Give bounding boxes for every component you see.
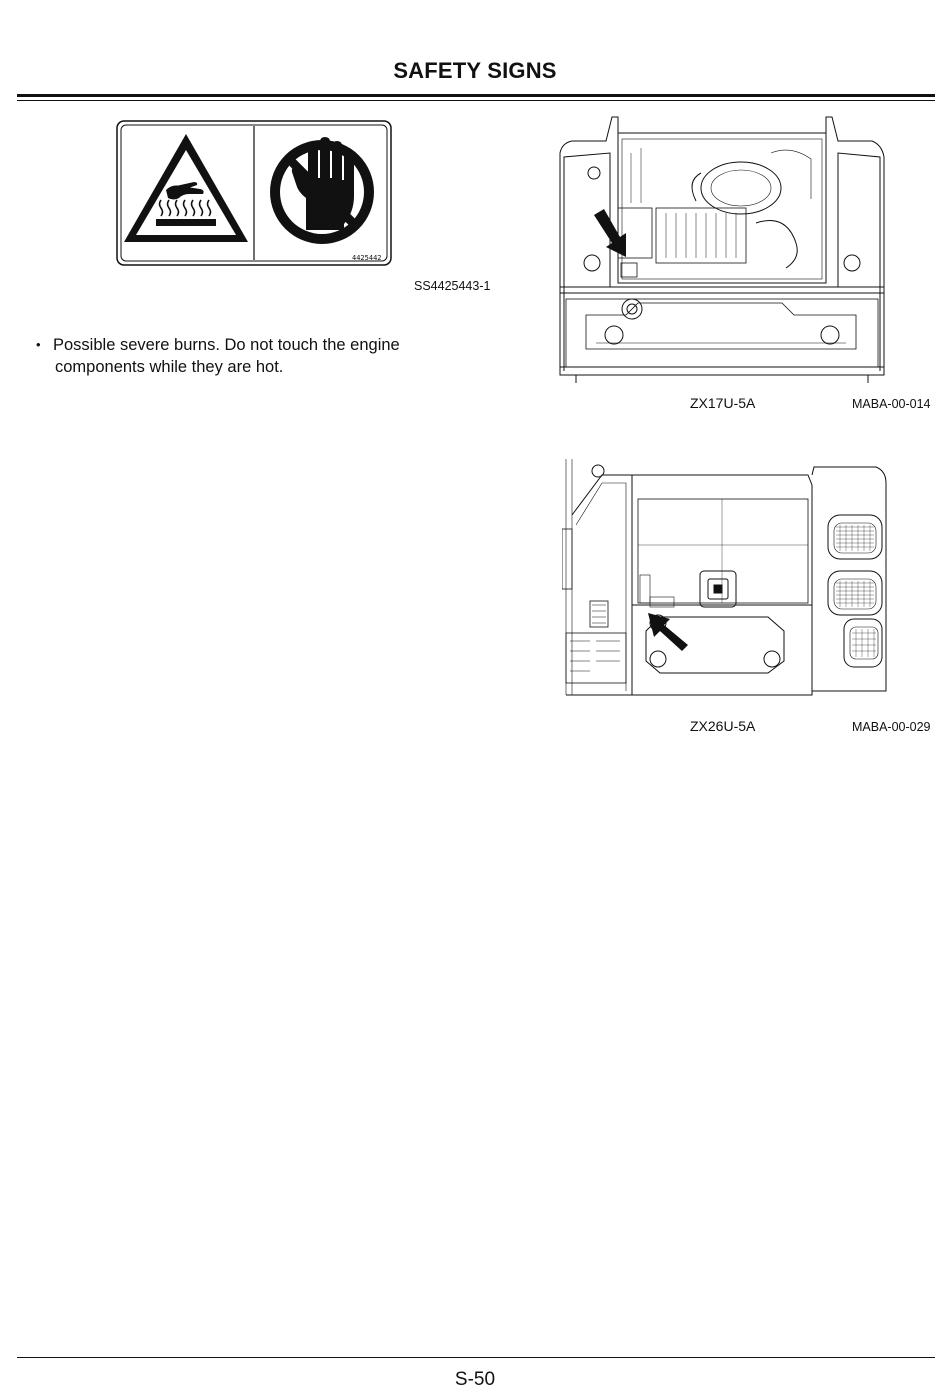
figure-1-code: MABA-00-014 <box>852 397 931 411</box>
header-rule-thin <box>17 100 935 101</box>
sign-code: SS4425443-1 <box>414 279 491 293</box>
bullet-mark: • <box>36 337 41 352</box>
figure-zx17u-engine <box>556 113 890 390</box>
arrow-indicator <box>648 613 688 651</box>
bullet-line-1: Possible severe burns. Do not touch the engine <box>53 336 400 354</box>
figure-2-code: MABA-00-029 <box>852 720 931 734</box>
header-rule-thick <box>17 94 935 97</box>
bullet-line-2: components while they are hot. <box>55 358 284 376</box>
footer-rule <box>17 1357 935 1358</box>
figure-2-model: ZX26U-5A <box>690 718 756 734</box>
sign-label-code: 4425442 <box>352 254 382 262</box>
figure-1-model: ZX17U-5A <box>690 395 756 411</box>
figure-zx26u-rear <box>562 455 888 705</box>
warning-bullet <box>36 334 456 378</box>
page-title: SAFETY SIGNS <box>393 58 557 83</box>
safety-sign-decal <box>116 120 392 266</box>
page-number: S-50 <box>454 1369 496 1390</box>
